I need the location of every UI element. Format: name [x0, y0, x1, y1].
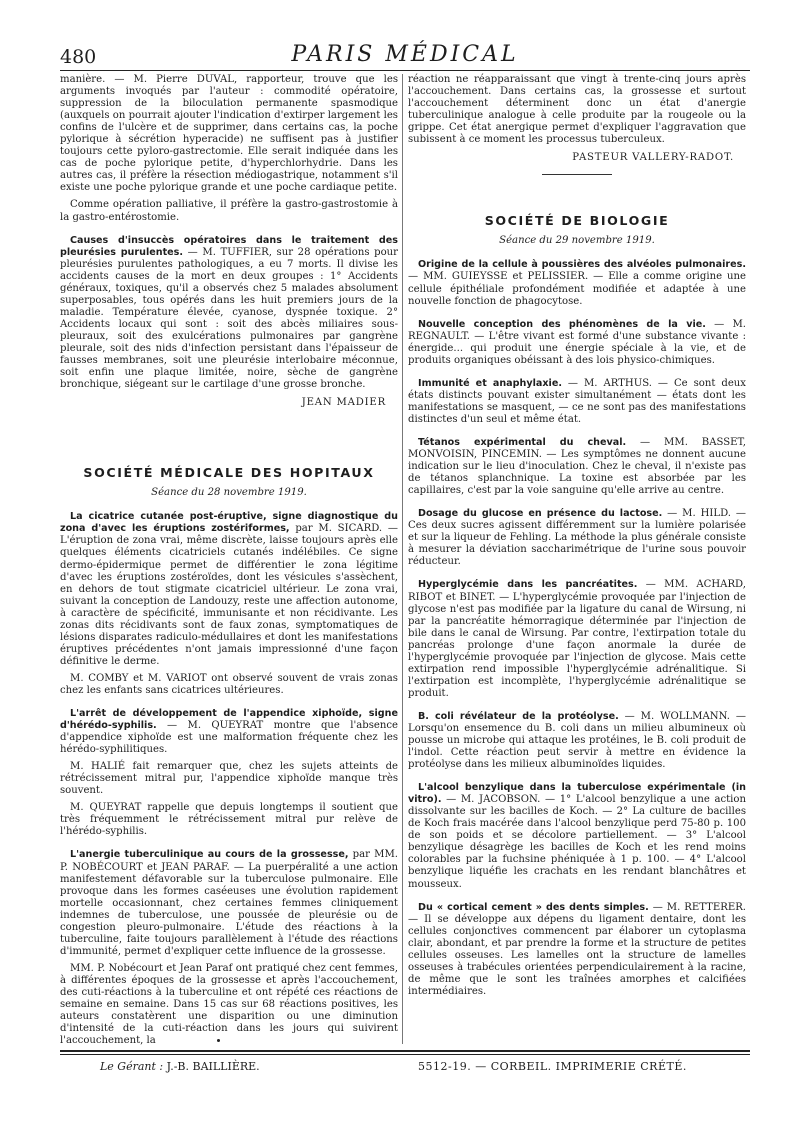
entry-title: Immunité et anaphylaxie. [418, 377, 562, 389]
entry-title: Causes d'insuccès opératoires dans le traitement des pleurésies purulentes. [60, 234, 398, 258]
entry-text: — M. HILD. — Ces deux sucres agissent différemment sur la lumière polarisée et sur la liqueur de Fehling. La méthode la plus générale consiste à mesurer la déviation saccharimétrique de l'urine sous pouvoir réducteur. [408, 508, 746, 568]
entry [408, 378, 746, 426]
entry [408, 437, 746, 497]
entry-title: Du « cortical cement » des dents simples. [418, 901, 649, 913]
entry-text: — M. TUFFIER, sur 28 opérations pour pleurésies purulentes pathologiques, a eu 7 morts. Il divise les accidents causes de la mort en deux groupes : 1° Accidents généraux, toxiques, qu'il a observés chez 5 malades absolument superposables, tous opérés dans les huit premiers jours de la maladie. Température élevée, cyanose, dyspnée toxique. 2° Accidents locaux qui sont : soit des abcès miliaires sous-pleuraux, soit des exulcérations pulmonaires par gangrène pleurale, soit des nids d'infection persistant dans l'épaisseur de fausses membranes, soit une pleurésie interlobaire méconnue, soit enfin une plaque limitée, noire, sèche de gangrène bronchique, siégeant sur le cartilage d'une grosse bronche. [60, 246, 398, 391]
gerant-label: Le Gérant : [100, 1060, 164, 1073]
section-date: Séance du 29 novembre 1919. [499, 235, 655, 247]
entry [60, 235, 398, 392]
section-title: SOCIÉTÉ MÉDICALE DES HOPITAUX [83, 465, 375, 481]
signature: PASTEUR VALLERY-RADOT. [572, 152, 734, 164]
entry [60, 511, 398, 668]
entry-title: Hyperglycémie dans les pancréatites. [418, 579, 638, 591]
entry-text: — M. WOLLMANN. — Lorsqu'on ensemence du B. coli dans un milieu albumineux où pousse un microbe qui attaque les protéines, le B. coli produit de l'indol. Cette réaction peut servir à mettre en évidence la protéolyse dans les milieux albuminoïdes liquides. [408, 710, 746, 771]
entry-text: — MM. BASSET, MONVOISIN, PINCEMIN. — Les symptômes ne donnent aucune indication sur le lieu d'inoculation. Chez le cheval, il n'existe pas de tétanos splanchnique. La toxine est absorbée par les capillaires, c'est par la voie sanguine qu'elle arrive au centre. [408, 436, 746, 497]
journal-title: PARIS MÉDICAL [291, 42, 519, 67]
signature: JEAN MADIER [301, 397, 386, 409]
paragraph: Comme opération palliative, il préfère la gastro-gastrostomie à la gastro-entérostomie. [60, 199, 398, 223]
footer-rule [60, 1054, 750, 1055]
printer-line: 5512-19. — CORBEIL. IMPRIMERIE CRÉTÉ. [418, 1060, 687, 1073]
entry-title: L'anergie tuberculinique au cours de la grossesse, [70, 849, 349, 861]
paragraph: M. QUEYRAT rappelle que depuis longtemps il soutient que très fréquemment le rétrécissement mitral pur relève de l'hérédo-syphilis. [60, 802, 398, 838]
entry-title: Nouvelle conception des phénomènes de la vie. [418, 318, 706, 330]
paragraph: manière. — M. Pierre DUVAL, rapporteur, trouve que les arguments invoqués par l'auteur : commodité opératoire, suppression de la biloculation permanente spasmodique (auxquels on pourrait ajouter l'indication d'extirper largement les confins de l'ulcère et de supprimer, dans certains cas, la poche pylorique à sécrétion hyperacide) ne suffisent pas à justifier toujours cette pyloro-gastrectomie. Elle serait indiquée dans les cas de poche pylorique petite, d'hyperchlorhydrie. Dans les autres cas, il préfère la résection médiogastrique, notamment s'il existe une poche pylorique grande et une poche cardiaque petite. [60, 74, 398, 194]
header-rule [60, 70, 750, 71]
spacer [408, 175, 746, 215]
entry-title: L'arrêt de développement de l'appendice xiphoïde, signe d'hérédo-syphilis. [60, 708, 398, 732]
entry [60, 708, 398, 756]
gerant [100, 1060, 260, 1073]
page-number: 480 [60, 46, 97, 68]
entry [408, 902, 746, 998]
entry-title: L'alcool benzylique dans la tuberculose expérimentale (in vitro). [408, 782, 746, 806]
entry-text: — M. RETTERER. — Il se développe aux dépens du ligament dentaire, dont les cellules conjonctives commencent par élaborer un cytoplasma clair, abondant, et par prendre la forme et la structure de petites cellules osseuses. Les lamelles ont la structure de lamelles osseuses à trabécules orientées perpendiculairement à la racine, de même que le sont les traînées amorphes et calcifiées intermédiaires. [408, 901, 746, 997]
entry-text: par M. SICARD. — L'éruption de zona vrai, même discrète, laisse toujours après elle quelques éléments cicatriciels cutanés indélébiles. Ce signe dermo-épidermique permet de différentier le zona légitime d'avec les éruptions zostéroïdes, dont les vésicules s'assèchent, en dehors de tout stigmate cicatriciel ultérieur. Le zona vrai, suivant la conception de Landouzy, reste une affection autonome, à caractère de spécificité, immunisante et non récidivante. Les zonas dits récidivants sont de faux zonas, symptomatiques de lésions disparates radiculo-médullaires et dont les manifestations éruptives précédentes n'ont jamais impressionné d'une façon définitive le derme. [60, 523, 398, 667]
entry-title: Origine de la cellule à poussières des alvéoles pulmonaires. [418, 259, 746, 271]
paragraph: M. HALIÉ fait remarquer que, chez les sujets atteints de rétrécissement mitral pur, l'appendice xiphoïde manque très souvent. [60, 761, 398, 797]
entry-text: — MM. ACHARD, RIBOT et BINET. — L'hyperglycémie provoquée par l'injection de glycose n'est pas modifiée par la ligature du canal de Wirsung, ni par la pancréatite hémorragique déterminée par l'injection de bile dans le canal de Wirsung. Par contre, l'extirpation totale du pancréas prolonge d'une façon anormale la durée de l'hyperglycémie provoquée par l'injection de glycose. Mais cette extirpation rend impossible l'hyperglycémie adrénalitique. Si l'extirpation est incomplète, l'hyperglycémie adrénalitique se produit. [408, 579, 746, 699]
page-mark [217, 1039, 220, 1042]
entry [408, 579, 746, 699]
entry-text: par MM. P. NOBÉCOURT et JEAN PARAF. — La puerpéralité a une action manifestement défavorable sur la tuberculose pulmonaire. Elle provoque dans les formes caséeuses une évolution rapidement mortelle occasionnant, chez certaines femmes cliniquement indemnes de tuberculose, une poussée de pleurésie ou de congestion pleuro-pulmonaire. L'étude des réactions à la tuberculine, faite toujours parallèlement à l'étude des réactions d'immunité, permet d'expliquer cette influence de la grossesse. [60, 849, 398, 957]
entry-text: — MM. GUIEYSSE et PELISSIER. — Elle a comme origine une cellule épithéliale profondément modifiée et adaptée à une nouvelle fonction de phagocytose. [408, 271, 746, 307]
entry-text: — M. REGNAULT. — L'être vivant est formé d'une substance vivante : énergide... qui produit une énergie spéciale à la vie, et de produits organiques obéissant à des lois physico-chimiques. [408, 318, 747, 366]
left-column [60, 74, 398, 1047]
entry [408, 319, 746, 367]
entry [408, 711, 746, 771]
gerant-name: J.-B. BAILLIÈRE. [166, 1060, 260, 1073]
section-date: Séance du 28 novembre 1919. [151, 487, 307, 499]
entry-text: — M. JACOBSON. — 1° L'alcool benzylique a une action dissolvante sur les bacilles de Koch. — 2° La culture de bacilles de Koch frais macérée dans l'alcool benzylique perd 75-80 p. 100 de son poids et se décolore partiellement. — 3° L'alcool benzylique désagrège les bacilles de Koch et les rend moins colorables par la fuchsine phéniquée à 1 p. 100. — 4° L'alcool benzylique liquéfie les crachats en les rendant blanchâtres et mousseux. [408, 794, 746, 890]
entry-title: La cicatrice cutanée post-éruptive, signe diagnostique du zona d'avec les éruptions zostériformes, [60, 511, 398, 535]
entry [60, 849, 398, 957]
entry-title: Dosage du glucose en présence du lactose. [418, 508, 663, 520]
footer-rule [60, 1050, 750, 1052]
entry-text: — M. ARTHUS. — Ce sont deux états distincts pouvant exister simultanément — états dont les manifestations se masquent, — ce ne sont pas des manifestations distinctes d'un seul et même état. [408, 377, 746, 425]
paragraph: MM. P. Nobécourt et Jean Paraf ont pratiqué chez cent femmes, à différentes époques de la grossesse et après l'accouchement, des cuti-réactions à la tuberculine et ont répété ces réactions de semaine en semaine. Dans 15 cas sur 68 réactions positives, les auteurs constatèrent une disparition ou une diminution d'intensité de la cuti-réaction dans les jours qui suivirent l'accouchement, la [60, 962, 398, 1047]
paragraph: M. COMBY et M. VARIOT ont observé souvent de vrais zonas chez les enfants sans cicatrices ultérieures. [60, 672, 398, 696]
entry [408, 259, 746, 307]
entry-text: — M. QUEYRAT montre que l'absence d'appendice xiphoïde est une malformation fréquente chez les hérédo-syphilitiques. [60, 720, 398, 756]
section-title: SOCIÉTÉ DE BIOLOGIE [484, 213, 670, 229]
entry [408, 782, 746, 890]
column-divider [402, 74, 403, 1044]
paragraph: réaction ne réapparaissant que vingt à trente-cinq jours après l'accouchement. Dans certains cas, la grossesse et surtout l'accouchement déterminent donc un état d'anergie tuberculinique analogue à celle produite par la rougeole ou la grippe. Cet état anergique permet d'expliquer l'aggravation que subissent à ce moment les processus tuberculeux. [408, 74, 746, 146]
page-header [60, 40, 750, 68]
spacer [60, 409, 398, 467]
entry [408, 508, 746, 568]
entry-title: Tétanos expérimental du cheval. [418, 436, 627, 448]
entry-title: B. coli révélateur de la protéolyse. [418, 710, 619, 722]
right-column [408, 74, 746, 1004]
